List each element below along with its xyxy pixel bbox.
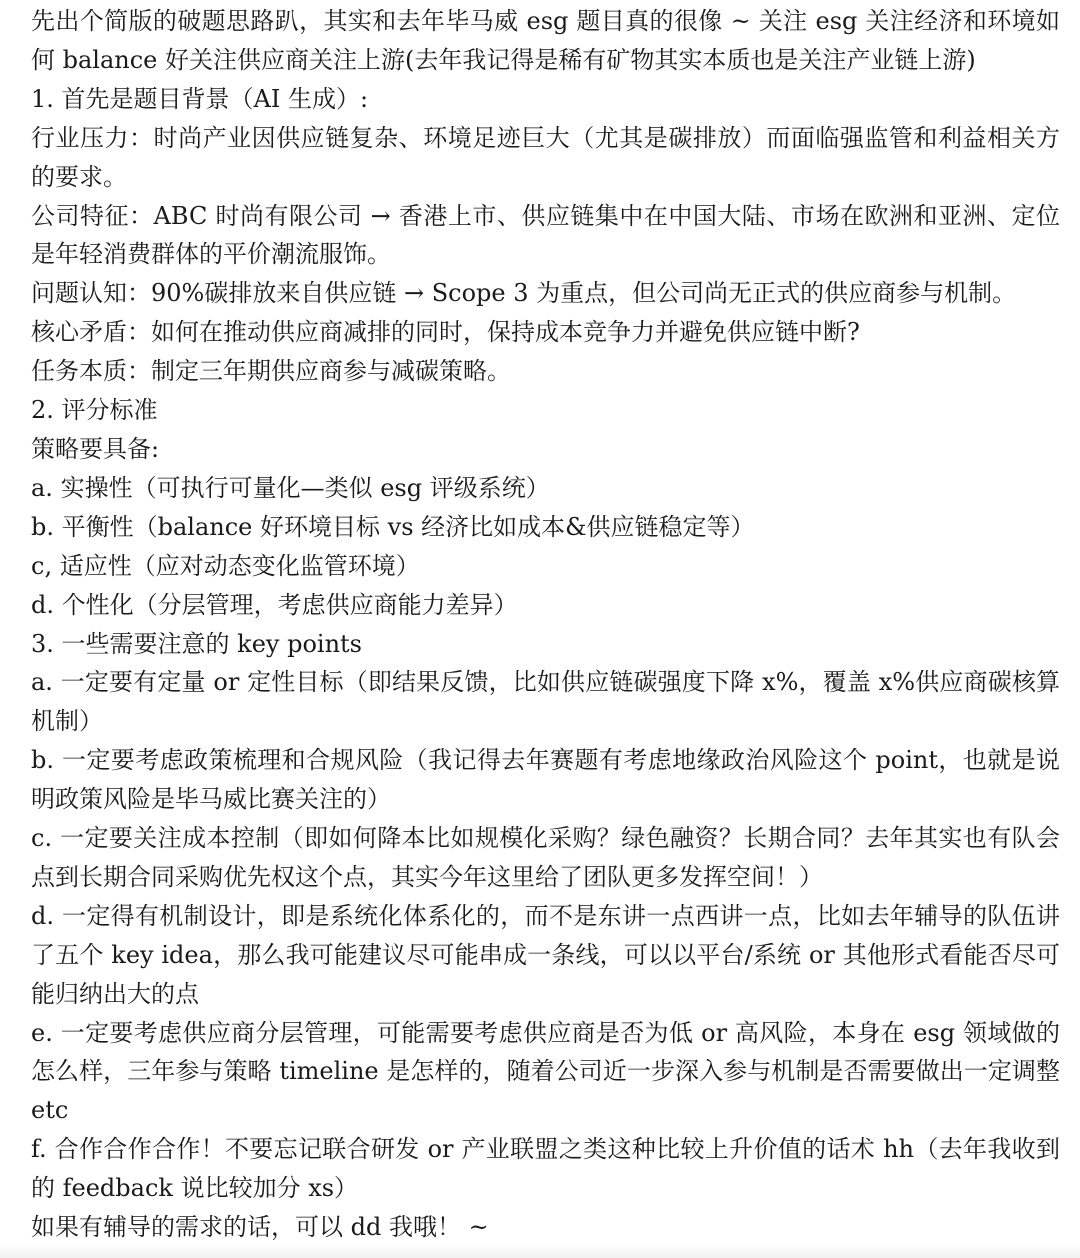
- criterion-a: a. 实操性（可执行可量化—类似 esg 评级系统）: [31, 473, 550, 502]
- key-point-b: b. 一定要考虑政策梳理和合规风险（我记得去年赛题有考虑地缘政治风险这个 point，也就是说明政策风险是毕马威比赛关注的）: [31, 746, 1060, 814]
- bottom-fade: [0, 1244, 1080, 1258]
- closing-paragraph: 如果有辅导的需求的话，可以 dd 我哦！ ~: [31, 1213, 489, 1242]
- core-conflict-paragraph: 核心矛盾：如何在推动供应商减排的同时，保持成本竞争力并避免供应链中断?: [31, 318, 860, 347]
- key-point-f: f. 合作合作合作！不要忘记联合研发 or 产业联盟之类这种比较上升价值的话术 hh（去年我收到的 feedback 说比较加分 xs）: [31, 1135, 1060, 1203]
- key-point-c: c. 一定要关注成本控制（即如何降本比如规模化采购？绿色融资？长期合同？去年其实也有队会点到长期合同采购优先权这个点，其实今年这里给了团队更多发挥空间！）: [31, 824, 1060, 891]
- company-profile-paragraph: 公司特征：ABC 时尚有限公司 → 香港上市、供应链集中在中国大陆、市场在欧洲和亚洲、定位是年轻消费群体的平价潮流服饰。: [31, 201, 1060, 269]
- criterion-c: c, 适应性（应对动态变化监管环境）: [31, 551, 420, 580]
- key-point-a: a. 一定要有定量 or 定性目标（即结果反馈，比如供应链碳强度下降 x%，覆盖 x%供应商碳核算机制）: [31, 668, 1060, 736]
- section-1-heading: 1. 首先是题目背景（AI 生成）:: [31, 84, 369, 113]
- criterion-d: d. 个性化（分层管理，考虑供应商能力差异）: [31, 590, 518, 619]
- industry-pressure-paragraph: 行业压力：时尚产业因供应链复杂、环境足迹巨大（尤其是碳排放）而面临强监管和利益相关方的要求。: [31, 123, 1060, 191]
- problem-recognition-paragraph: 问题认知：90%碳排放来自供应链 → Scope 3 为重点，但公司尚无正式的供应商参与机制。: [31, 279, 1017, 308]
- key-point-d: d. 一定得有机制设计，即是系统化体系化的，而不是东讲一点西讲一点，比如去年辅导的队伍讲了五个 key idea，那么我可能建议尽可能串成一条线，可以以平台/系统 or 其他形式看能否尽可能归纳出大的点: [31, 901, 1060, 1008]
- task-essence-paragraph: 任务本质：制定三年期供应商参与减碳策略。: [31, 357, 511, 386]
- intro-paragraph: 先出个简版的破题思路趴，其实和去年毕马威 esg 题目真的很像 ~ 关注 esg 关注经济和环境如何 balance 好关注供应商关注上游(去年我记得是稀有矿物其实本质也是关注产业链上游): [31, 7, 1060, 74]
- section-2-heading: 2. 评分标准: [31, 396, 158, 425]
- section-3-heading: 3. 一些需要注意的 key points: [31, 629, 362, 658]
- criterion-b: b. 平衡性（balance 好环境目标 vs 经济比如成本&供应链稳定等）: [31, 512, 755, 541]
- strategy-requirements-label: 策略要具备:: [31, 434, 160, 463]
- key-point-e: e. 一定要考虑供应商分层管理，可能需要考虑供应商是否为低 or 高风险，本身在 esg 领域做的怎么样，三年参与策略 timeline 是怎样的，随着公司近一步深入参与机制是否需要做出一定调整 etc: [31, 1018, 1060, 1125]
